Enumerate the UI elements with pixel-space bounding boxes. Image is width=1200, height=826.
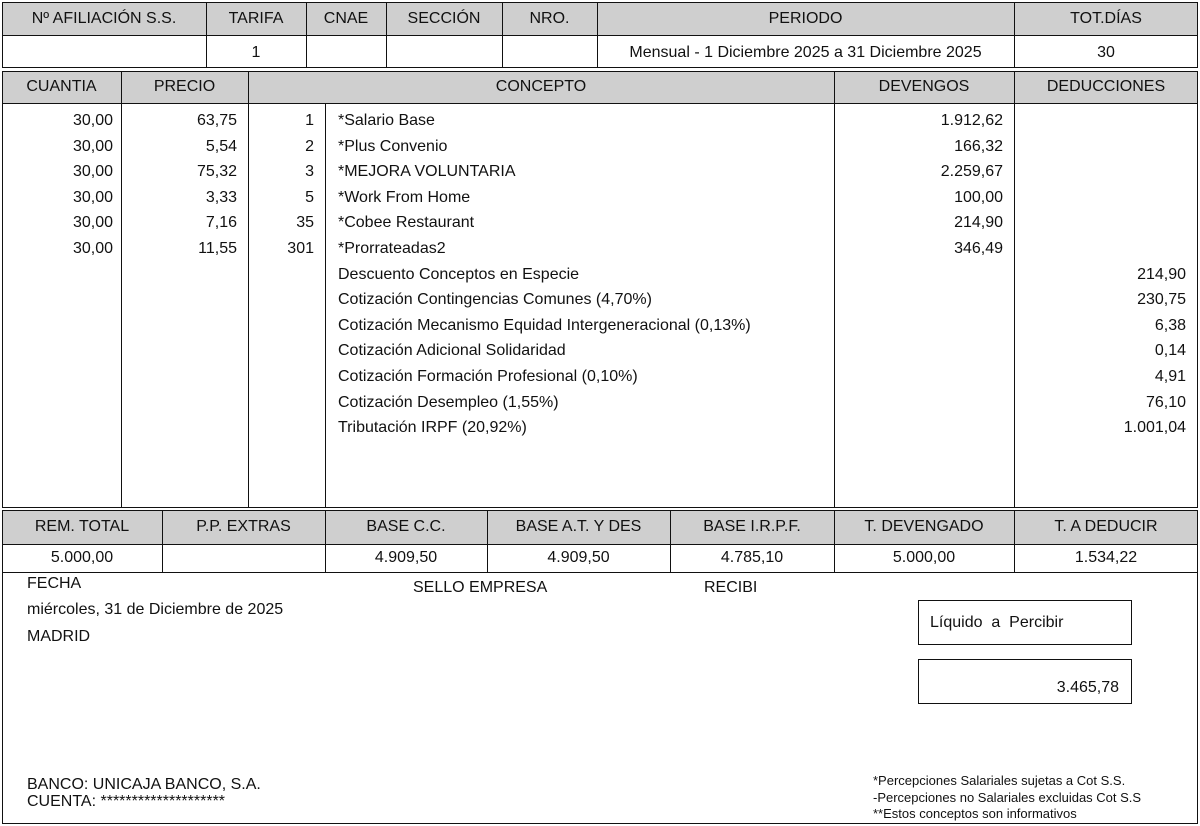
header-periodo: PERIODO [768,10,843,27]
line-cuantia: 30,00 [72,214,113,232]
line-cuantia: 30,00 [72,137,113,155]
total-header-base-at: BASE A.T. Y DES [515,518,642,535]
line-concepto: *Work From Home [338,188,471,206]
line-concepto: Cotización Mecanismo Equidad Intergeneracional (0,13%) [338,316,751,334]
line-devengo: 100,00 [954,188,1003,206]
line-code: 1 [305,112,314,129]
line-concepto: Cotización Contingencias Comunes (4,70%) [338,291,652,309]
header-precio: PRECIO [153,78,216,95]
line-devengo: 166,32 [954,137,1003,155]
note-salariales: *Percepciones Salariales sujetas a Cot S.S. [873,773,1126,788]
total-header-rem-total: REM. TOTAL [34,518,130,535]
line-concepto: Tributación IRPF (20,92%) [338,419,527,437]
line-concepto: Cotización Formación Profesional (0,10%) [338,368,638,385]
line-precio: 7,16 [205,214,237,232]
header-seccion: SECCIÓN [407,10,481,27]
liquido-value: 3.465,78 [1056,679,1119,696]
city: MADRID [27,628,91,645]
total-value-base-at: 4.909,50 [547,549,610,566]
note-informativos: **Estos conceptos son informativos [873,806,1077,821]
total-value-rem-total: 5.000,00 [50,549,114,566]
value-tot-dias: 30 [1097,44,1115,61]
line-concepto: *Cobee Restaurant [338,214,475,232]
total-value-base-irpf: 4.785,10 [720,549,784,566]
total-header-pp-extras: P.P. EXTRAS [196,518,291,535]
total-value-base-cc: 4.909,50 [374,549,438,566]
fecha-label: FECHA [27,575,82,592]
line-cuantia: 30,00 [72,240,113,257]
note-no-salariales: -Percepciones no Salariales excluidas Cot S.S [873,790,1142,805]
liquido-label: Líquido a Percibir [930,614,1064,631]
line-concepto: *Prorrateadas2 [338,240,446,257]
line-deduccion: 230,75 [1137,291,1186,309]
line-deduccion: 214,90 [1137,265,1186,283]
line-code: 301 [287,240,314,257]
line-code: 5 [305,188,314,206]
line-deduccion: 0,14 [1154,342,1186,360]
line-deduccion: 6,38 [1154,316,1186,334]
header-afiliacion: Nº AFILIACIÓN S.S. [31,10,177,27]
line-precio: 63,75 [196,112,237,129]
sello-empresa-label: SELLO EMPRESA [413,579,548,596]
header-tarifa: TARIFA [228,10,284,27]
recibi-label: RECIBI [704,579,758,596]
line-devengo: 346,49 [954,240,1003,257]
header-nro: NRO. [529,10,570,27]
header-cuantia: CUANTIA [26,78,97,95]
header-cnae: CNAE [323,10,369,27]
fecha-value: miércoles, 31 de Diciembre de 2025 [27,601,284,618]
line-devengo: 214,90 [954,214,1003,232]
line-deduccion: 76,10 [1145,393,1186,411]
line-concepto: Cotización Adicional Solidaridad [338,342,566,360]
line-code: 35 [296,214,314,232]
line-concepto: Descuento Conceptos en Especie [338,265,580,283]
line-concepto: *MEJORA VOLUNTARIA [338,163,516,181]
line-devengo: 2.259,67 [940,163,1003,181]
total-header-t-devengado: T. DEVENGADO [864,518,984,535]
line-concepto: *Salario Base [338,112,435,129]
line-precio: 11,55 [198,240,237,257]
line-code: 2 [305,137,314,155]
line-concepto: *Plus Convenio [338,137,448,155]
value-periodo: Mensual - 1 Diciembre 2025 a 31 Diciembre 2025 [629,44,982,61]
line-cuantia: 30,00 [72,188,113,206]
total-header-base-irpf: BASE I.R.P.F. [703,518,801,535]
header-deducciones: DEDUCCIONES [1046,78,1166,95]
line-deduccion: 4,91 [1154,368,1186,385]
line-precio: 75,32 [196,163,237,181]
line-precio: 3,33 [205,188,237,206]
line-cuantia: 30,00 [72,112,113,129]
total-header-base-cc: BASE C.C. [366,518,446,535]
header-tot-dias: TOT.DÍAS [1070,10,1142,27]
line-deduccion: 1.001,04 [1123,419,1186,437]
cuenta: CUENTA: ******************** [27,793,226,810]
total-header-t-deducir: T. A DEDUCIR [1054,518,1158,535]
line-cuantia: 30,00 [72,163,113,181]
banco: BANCO: UNICAJA BANCO, S.A. [27,776,261,793]
total-value-t-deducir: 1.534,22 [1074,549,1138,566]
header-concepto: CONCEPTO [495,78,587,95]
value-tarifa: 1 [251,44,261,61]
liquido-label-box [918,600,1132,645]
line-concepto: Cotización Desempleo (1,55%) [338,393,559,411]
header-devengos: DEVENGOS [878,78,970,95]
liquido-value-box [918,659,1132,704]
line-devengo: 1.912,62 [940,112,1003,129]
line-code: 3 [305,163,314,181]
total-value-t-devengado: 5.000,00 [892,549,956,566]
line-precio: 5,54 [205,137,237,155]
